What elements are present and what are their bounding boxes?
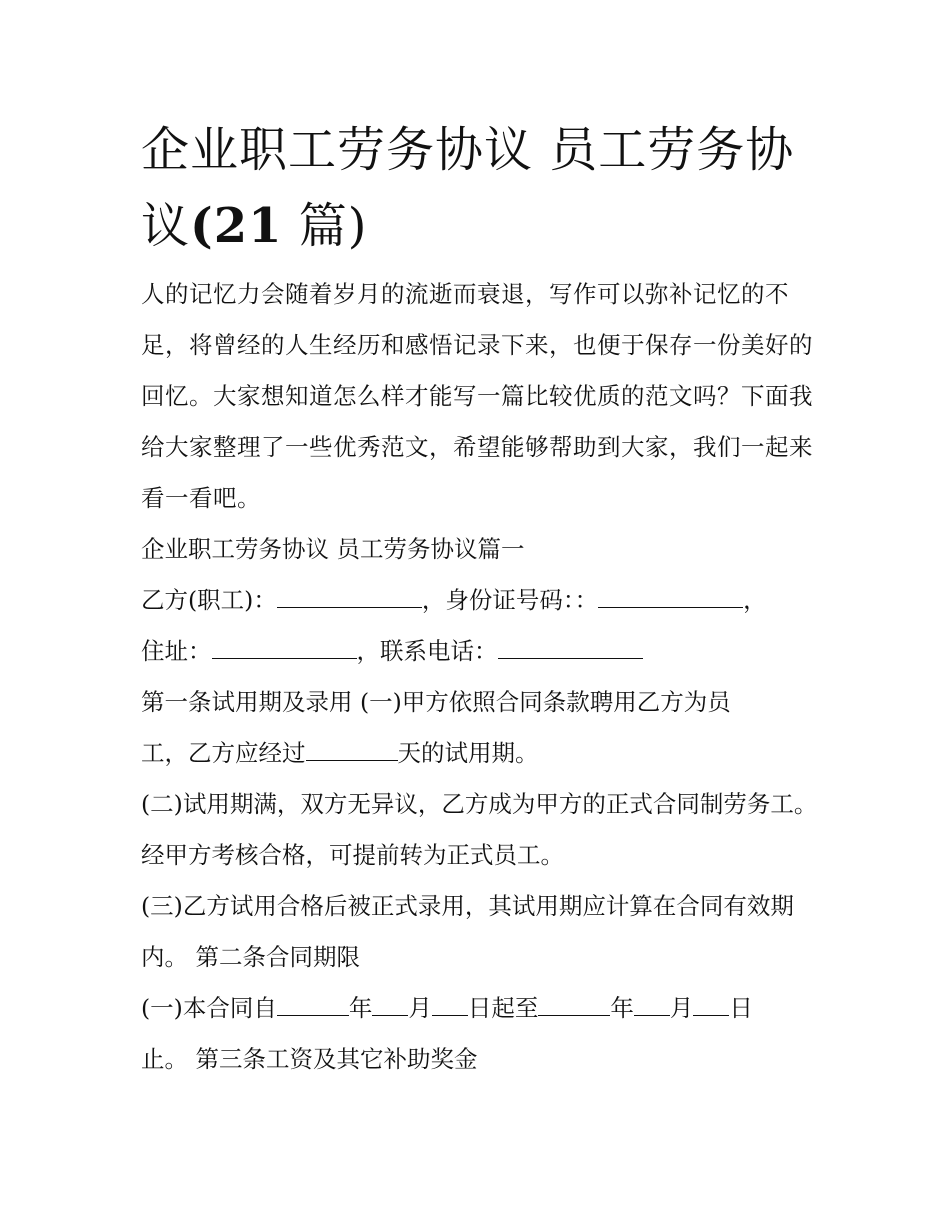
id-number-blank[interactable] <box>598 587 743 608</box>
comma-text: ， <box>743 586 767 614</box>
document-title <box>141 112 821 264</box>
article-2-period-line <box>141 983 821 1034</box>
probation-text-b: 天的试用期。 <box>397 739 539 767</box>
section-title: 企业职工劳务协议 员工劳务协议篇一 <box>141 535 525 563</box>
article-1-line-1: 第一条试用期及录用 (一)甲方依照合同条款聘用乙方为员 <box>141 688 731 716</box>
start-day-blank[interactable] <box>432 995 468 1016</box>
party-b-blank[interactable] <box>277 587 422 608</box>
phone-label: ，联系电话： <box>356 637 498 665</box>
article-1-item-3: (三)乙方试用合格后被正式录用，其试用期应计算在合同有效期内。 第二条合同期限 <box>141 892 794 971</box>
title-text-3: 篇) <box>282 198 368 254</box>
party-b-label: 乙方(职工)： <box>141 586 277 614</box>
end-year-blank[interactable] <box>538 995 610 1016</box>
day-to-text: 日起至 <box>467 994 539 1022</box>
intro-text: 人的记忆力会随着岁月的流逝而衰退，写作可以弥补记忆的不足，将曾经的人生经历和感悟记录下来，也便于保存一份美好的回忆。大家想知道怎么样才能写一篇比较优质的范文吗？下面我给大家整理了一些优秀范文，希望能够帮助到大家，我们一起来看一看吧。 <box>141 280 813 512</box>
month-text-2: 月 <box>669 994 694 1022</box>
id-number-label: ，身份证号码：： <box>421 586 599 614</box>
party-b-line <box>141 575 821 626</box>
start-year-blank[interactable] <box>277 995 349 1016</box>
article-3-line: 止。 第三条工资及其它补助奖金 <box>141 1045 478 1073</box>
address-blank[interactable] <box>212 638 357 659</box>
address-line <box>141 626 821 677</box>
year-text-1: 年 <box>348 994 373 1022</box>
title-text-1: 企业职工劳务协议 员工劳务协 <box>141 122 795 178</box>
end-month-blank[interactable] <box>634 995 670 1016</box>
title-count: (21 <box>190 198 283 254</box>
end-day-blank[interactable] <box>693 995 729 1016</box>
probation-days-blank[interactable] <box>306 740 398 761</box>
phone-blank[interactable] <box>498 638 643 659</box>
day-text: 日 <box>729 994 753 1022</box>
period-start-text: (一)本合同自 <box>141 994 277 1022</box>
address-label: 住址： <box>141 637 212 665</box>
article-1-item-2: (二)试用期满，双方无异议，乙方成为甲方的正式合同制劳务工。经甲方考核合格，可提前转为正式员工。 <box>141 790 818 869</box>
month-text-1: 月 <box>408 994 432 1022</box>
year-text-2: 年 <box>610 994 634 1022</box>
title-text-2: 议 <box>141 198 191 254</box>
intro-paragraph <box>141 269 821 524</box>
document-page <box>141 112 821 1085</box>
probation-text-a: 工，乙方应经过 <box>141 739 306 767</box>
start-month-blank[interactable] <box>372 995 408 1016</box>
article-1-line-2 <box>141 728 821 779</box>
